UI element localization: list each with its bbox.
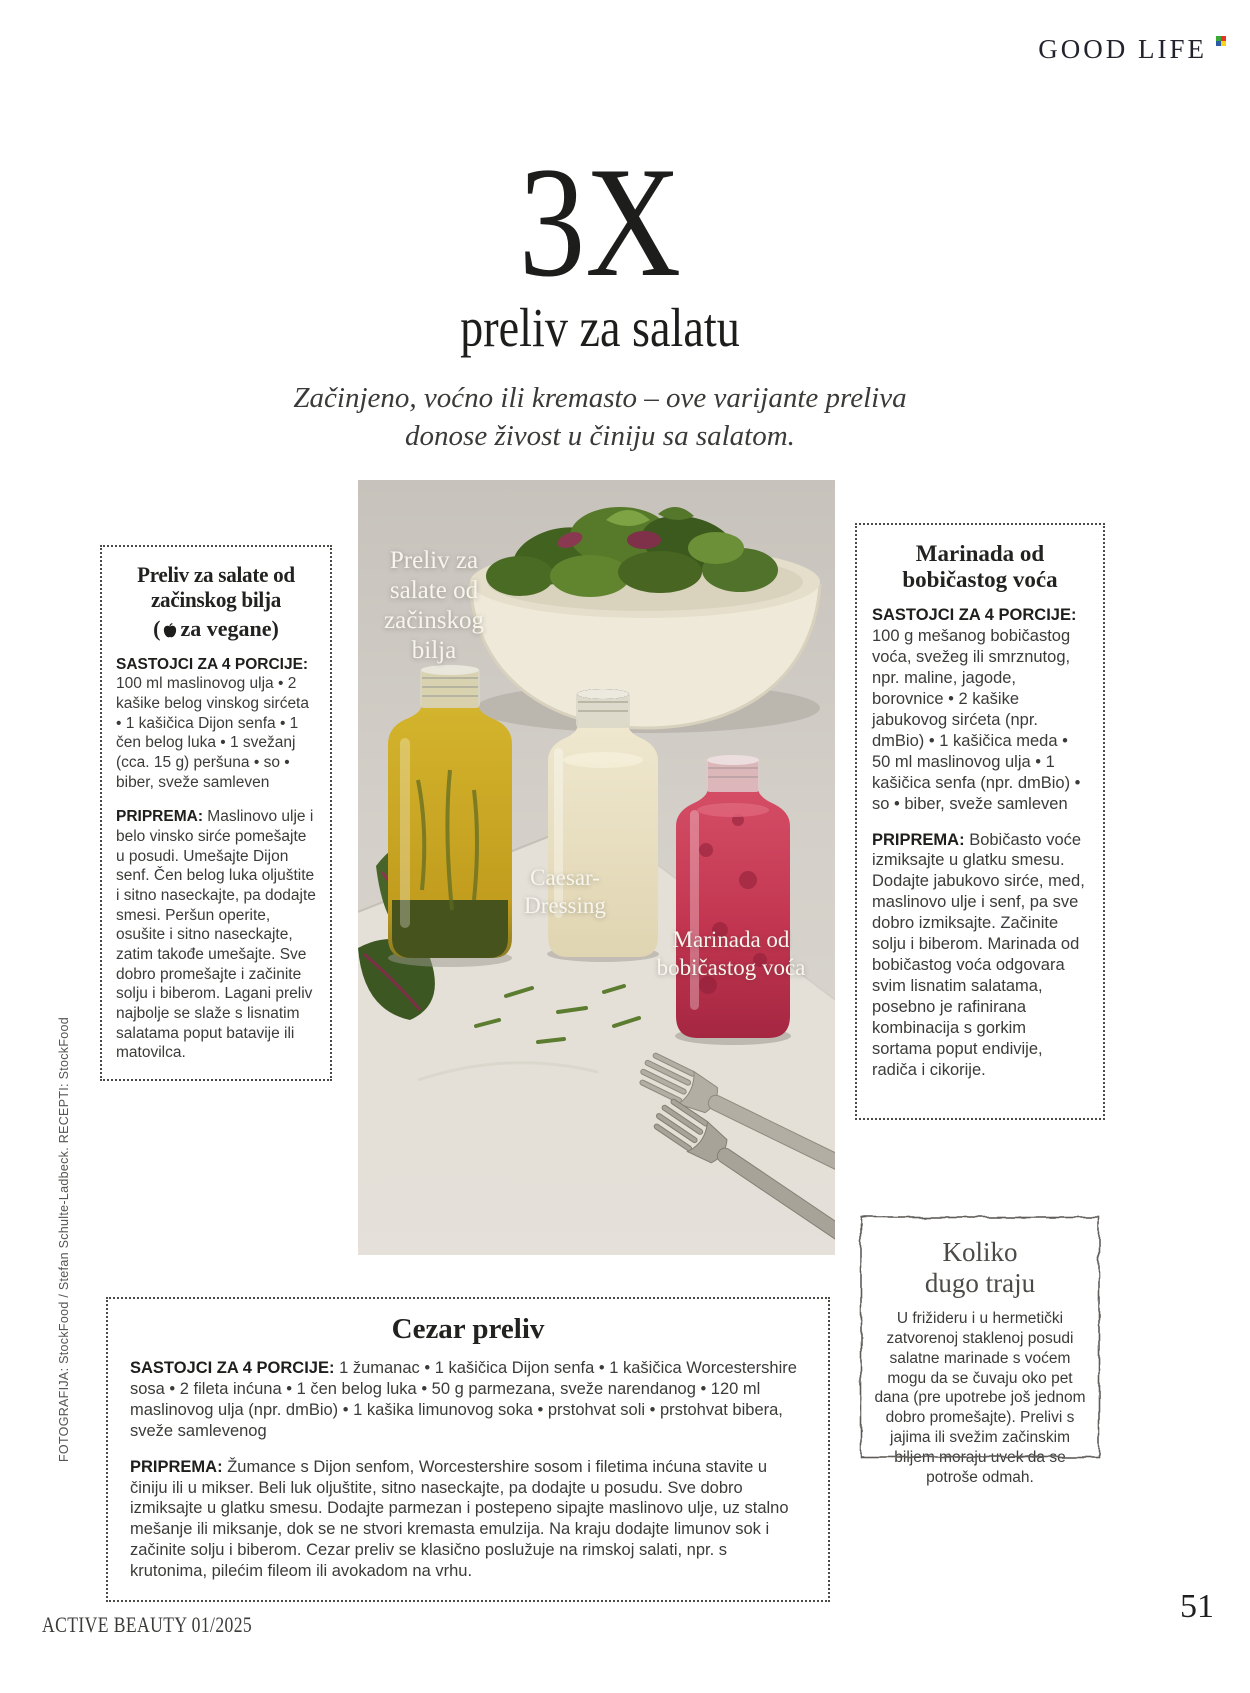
salad-dressing-photo bbox=[358, 480, 835, 1255]
section-header bbox=[1038, 34, 1226, 65]
vegan-note: ( za vegane) bbox=[153, 615, 279, 641]
page-number: 51 bbox=[1180, 1588, 1214, 1625]
recipe-herb-title: Preliv za salate od začinskog bilja bbox=[137, 562, 295, 612]
recipe-berry-title: Marinada od bobičastog voća bbox=[902, 541, 1058, 592]
recipe-caesar-ingredients: SASTOJCI ZA 4 PORCIJE: 1 žumanac • 1 kašičica Dijon senfa • 1 kašičica Worcestershire sosa • 2 fileta inćuna • 1 čen belog luka • 50 g parmezana, sveže narendanog • 120 ml maslinovog ulja (npr. dmBio) • 1 kašika limunovog soka • prstohvat soli • prstohvat bibera, sveže samlevenog bbox=[130, 1358, 797, 1440]
recipe-herb-preparation: PRIPREMA: Maslinovo ulje i belo vinsko sirće pomešajte u posudi. Umešajte Dijon senf. Čen belog luka oljuštite i sitno naseckajte, pa dodajte smesi. Peršun operite, osušite i sitno naseckajte, zatim takođe umešajte. Sve dobro promešajte i začinite solju i biberom. Lagani preliv najbolje se slaže s lisnatim salatama poput batavije ili matovilca. bbox=[116, 808, 316, 1062]
dm-brand-logo-icon bbox=[1216, 36, 1226, 46]
lede-line1: Začinjeno, voćno ili kremasto – ove varijante preliva bbox=[293, 382, 907, 415]
magazine-issue: ACTIVE BEAUTY 01/2025 bbox=[42, 1612, 253, 1637]
page-title-count: 3X bbox=[518, 135, 682, 310]
recipe-box-herb bbox=[100, 545, 332, 1081]
recipe-box-caesar bbox=[106, 1297, 830, 1602]
photo-label-berry: Marinada od bobičastog voća bbox=[656, 927, 806, 980]
recipe-caesar-title: Cezar preliv bbox=[391, 1313, 545, 1345]
recipe-caesar-preparation: PRIPREMA: Žumance s Dijon senfom, Worcestershire sosom i filetima inćuna stavite u činiju ili u mikser. Beli luk oljuštite, sitno naseckajte, pa dodajte u posudu. Sve dobro izmiksajte u glatku smesu. Dodajte parmezan i postepeno sipajte maslinovo ulje, uz stalno mešanje ili miksanje, dok se ne stvori kremasta emulzija. Na kraju dodajte limunov sok i začinite solju i biberom. Cezar preliv se klasično poslužuje na rimskoj salati, npr. s krutonima, pilećim fileom ili avokadom na vrhu. bbox=[130, 1457, 789, 1581]
recipe-box-berry bbox=[855, 523, 1105, 1120]
recipe-herb-ingredients: SASTOJCI ZA 4 PORCIJE: 100 ml maslinovog ulja • 2 kašike belog vinskog sirćeta • 1 kašičica Dijon senfa • 1 čen belog luka • 1 svežanj (cca. 15 g) peršuna • so • biber, sveže samleven bbox=[116, 655, 309, 791]
photo-credit: FOTOGRAFIJA: StockFood / Stefan Schulte-Ladbeck. RECEPTI: StockFood bbox=[57, 1016, 71, 1462]
storage-box-title: Koliko dugo traju bbox=[924, 1237, 1036, 1299]
recipe-berry-preparation: PRIPREMA: Bobičasto voće izmiksajte u glatku smesu. Dodajte jabukovo sirće, med, maslinovo ulje i senf, pa sve dobro izmiksajte. Začinite solju i biberom. Marinada od bobičastog voća odgovara svim lisnatim salatama, posebno je rafinirana kombinacija s gorkim sortama poput endivije, radiča i cikorije. bbox=[872, 830, 1085, 1079]
storage-box-text: U frižideru i u hermetički zatvorenoj staklenoj posudi salatne marinade s voćem mogu da se čuvaju oko pet dana (pre upotrebe još jednom dobro promešajte). Prelivi s jajima ili svežim začinskim biljem moraju uvek da se potroše odmah. bbox=[874, 1310, 1086, 1486]
title-block bbox=[190, 135, 1010, 502]
lede-line2: donose živost u činiju sa salatom. bbox=[405, 420, 795, 453]
photo-label-caesar: Caesar-Dressing bbox=[524, 865, 606, 918]
page-title-subtitle: preliv za salatu bbox=[460, 297, 740, 359]
apple-icon bbox=[163, 623, 177, 638]
lede bbox=[190, 379, 1010, 456]
storage-info-box bbox=[857, 1213, 1103, 1486]
recipe-berry-ingredients: SASTOJCI ZA 4 PORCIJE: 100 g mešanog bobičastog voća, svežeg ili smrznutog, npr. maline, jagode, borovnice • 2 kašike jabukovog sirćeta (npr. dmBio) • 1 kašičica meda • 50 ml maslinovog ulja • 1 kašičica senfa (npr. dmBio) • so • biber, sveže samleven bbox=[872, 605, 1081, 813]
section-header-label: GOOD LIFE bbox=[1038, 34, 1207, 64]
photo-label-herb: Preliv za salate od začinskog bilja bbox=[384, 547, 484, 664]
